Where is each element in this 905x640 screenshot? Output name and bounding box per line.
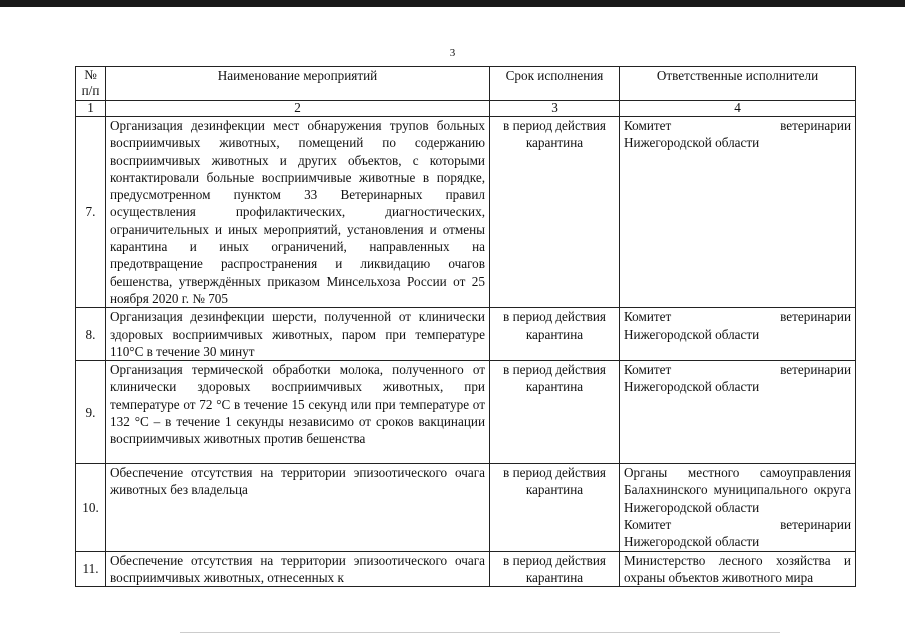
responsible-text: Нижегородской области xyxy=(624,326,760,342)
row-number: 9. xyxy=(76,361,106,464)
row-responsible xyxy=(620,308,856,361)
row-responsible: Министерство лесного хозяйства и охраны объектов животного мира xyxy=(620,551,856,587)
responsible-word: Комитет xyxy=(624,309,672,325)
scan-top-edge xyxy=(0,0,905,7)
table-row xyxy=(76,361,856,464)
row-term: в период действия карантина xyxy=(490,551,620,587)
row-measure: Обеспечение отсутствия на территории эпизоотического очага животных без владельца xyxy=(106,464,490,551)
measures-table xyxy=(75,66,856,587)
table-row xyxy=(76,551,856,587)
row-measure: Организация дезинфекции шерсти, полученной от клинически здоровых восприимчивых животных, паром при температуре 110°С в течение 30 минут xyxy=(106,308,490,361)
row-measure: Организация дезинфекции мест обнаружения трупов больных восприимчивых животных, помещений по содержанию восприимчивых животных и других объектов, с которыми контактировали больные восприимчивые животные в порядке, предусмотренном пунктом 33 Ветеринарных правил осуществления профилактических, диагностических, ограничительных и иных мероприятий, установления и отмены карантина и иных ограничений, направленных на предотвращение распространения и ликвидацию очагов бешенства, утверждённых приказом Минсельхоза России от 25 ноября 2020 г. № 705 xyxy=(106,117,490,308)
header-term: Срок исполнения xyxy=(490,67,620,101)
row-term: в период действия карантина xyxy=(490,361,620,464)
responsible-word: ветеринарии xyxy=(780,118,851,133)
column-index: 4 xyxy=(620,101,856,117)
row-number: 10. xyxy=(76,464,106,551)
row-responsible xyxy=(620,464,856,551)
row-number: 8. xyxy=(76,308,106,361)
row-responsible xyxy=(620,117,856,308)
responsible-word: Комитет xyxy=(624,517,672,533)
table-row xyxy=(76,117,856,308)
responsible-word: Комитет xyxy=(624,362,672,378)
row-number: 11. xyxy=(76,551,106,587)
responsible-word: Комитет xyxy=(624,118,672,133)
table-header-row xyxy=(76,67,856,101)
header-name: Наименование мероприятий xyxy=(106,67,490,101)
row-number: 7. xyxy=(76,117,106,308)
row-measure: Организация термической обработки молока, полученного от клинически здоровых восприимчивых животных, при температуре от 72 °С в течение 15 секунд или при температуре от 132 °С – в течение 1 секунды независимо от сроков вакцинации восприимчивых животных против бешенства xyxy=(106,361,490,464)
responsible-text: Нижегородской области xyxy=(624,135,760,151)
responsible-word: ветеринарии xyxy=(780,362,851,378)
responsible-line xyxy=(624,308,851,325)
column-index: 2 xyxy=(106,101,490,117)
header-responsible: Ответственные исполнители xyxy=(620,67,856,101)
table-row xyxy=(76,308,856,361)
responsible-word: ветеринарии xyxy=(780,309,851,325)
row-responsible xyxy=(620,361,856,464)
responsible-text: Органы местного самоуправления Балахнинского муниципального округа Нижегородской области xyxy=(624,465,851,515)
column-index: 1 xyxy=(76,101,106,117)
responsible-text: Нижегородской области xyxy=(624,379,760,395)
responsible-line xyxy=(624,361,851,378)
row-term: в период действия карантина xyxy=(490,117,620,308)
responsible-line xyxy=(624,117,851,134)
header-num: № п/п xyxy=(76,67,106,101)
row-term: в период действия карантина xyxy=(490,308,620,361)
page-number: 3 xyxy=(449,47,456,59)
scan-bottom-edge xyxy=(180,632,780,633)
responsible-word: ветеринарии xyxy=(780,517,851,533)
table-row xyxy=(76,464,856,551)
column-index: 3 xyxy=(490,101,620,117)
responsible-line xyxy=(624,516,851,533)
responsible-text: Нижегородской области xyxy=(624,534,760,550)
row-measure: Обеспечение отсутствия на территории эпизоотического очага восприимчивых животных, отнесенных к xyxy=(106,551,490,587)
row-term: в период действия карантина xyxy=(490,464,620,551)
column-index-row xyxy=(76,101,856,117)
